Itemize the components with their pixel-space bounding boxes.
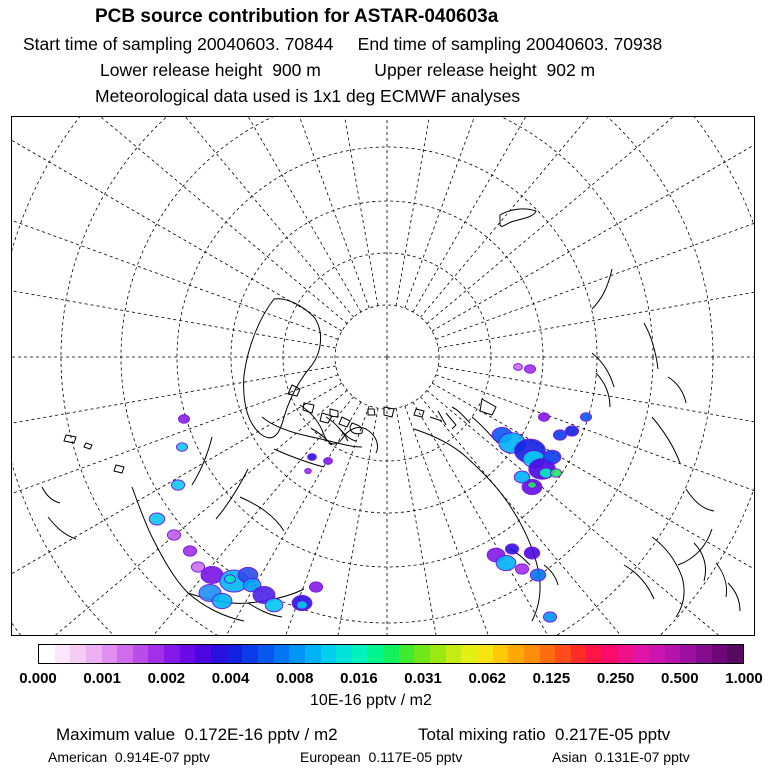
colorbar-tick-label: 0.500 bbox=[661, 670, 699, 687]
meridian-line bbox=[12, 117, 338, 339]
colorbar-tick-label: 0.002 bbox=[147, 670, 186, 687]
meridian-line bbox=[79, 117, 369, 308]
meridian-line bbox=[432, 117, 755, 331]
meridian-line bbox=[420, 397, 755, 636]
colorbar-swatch bbox=[211, 645, 227, 663]
meridian-line bbox=[12, 117, 347, 324]
plume-cell bbox=[514, 364, 523, 371]
colorbar-swatch bbox=[602, 645, 618, 663]
maximum-value: Maximum value 0.172E-16 pptv / m2 bbox=[56, 725, 338, 744]
colorbar-swatch bbox=[586, 645, 602, 663]
meridian-line bbox=[12, 117, 342, 331]
polar-map bbox=[11, 116, 755, 636]
colorbar-swatch bbox=[164, 645, 180, 663]
total-mixing-ratio: Total mixing ratio 0.217E-05 pptv bbox=[418, 725, 671, 744]
plume-cell bbox=[183, 546, 196, 556]
colorbar-tick-label: 0.004 bbox=[211, 670, 250, 687]
colorbar-swatch bbox=[86, 645, 102, 663]
meridian-line bbox=[231, 117, 378, 306]
plume-cell bbox=[177, 443, 188, 452]
meridian-line bbox=[413, 402, 755, 636]
colorbar-swatch bbox=[727, 645, 743, 663]
meridian-line bbox=[436, 375, 755, 636]
map-title: PCB source contribution for ASTAR-040603a bbox=[95, 6, 499, 27]
colorbar-swatch bbox=[508, 645, 524, 663]
colorbar-tick-label: 0.125 bbox=[532, 670, 571, 687]
plume-cell bbox=[496, 555, 516, 570]
colorbar-swatch bbox=[39, 645, 55, 663]
colorbar-swatch bbox=[242, 645, 258, 663]
concentration-plume bbox=[149, 364, 591, 622]
colorbar-swatch bbox=[680, 645, 696, 663]
colorbar-swatch bbox=[524, 645, 540, 663]
colorbar-swatch bbox=[289, 645, 305, 663]
colorbar-swatch bbox=[133, 645, 149, 663]
plume-cell bbox=[525, 365, 536, 374]
plume-cell bbox=[515, 564, 528, 574]
meridian-line bbox=[12, 366, 336, 513]
colorbar-tick-label: 0.062 bbox=[468, 670, 507, 687]
colorbar-swatch bbox=[117, 645, 133, 663]
colorbar-swatch bbox=[148, 645, 164, 663]
colorbar-swatch bbox=[712, 645, 728, 663]
colorbar-swatch bbox=[477, 645, 493, 663]
colorbar-tick-label: 0.001 bbox=[83, 670, 121, 687]
colorbar-swatch bbox=[70, 645, 86, 663]
asian-contribution: Asian 0.131E-07 pptv bbox=[552, 749, 690, 765]
lat-lon-graticule bbox=[12, 117, 755, 636]
meteorological-data-line: Meteorological data used is 1x1 deg ECMWF analyses bbox=[95, 86, 521, 106]
plume-cell bbox=[324, 458, 333, 465]
meridian-line bbox=[427, 117, 755, 324]
colorbar-swatch bbox=[540, 645, 556, 663]
polar-map-canvas bbox=[12, 117, 755, 636]
colorbar-swatch bbox=[274, 645, 290, 663]
plume-cell bbox=[524, 547, 539, 559]
colorbar-swatch bbox=[399, 645, 415, 663]
colorbar-swatch bbox=[367, 645, 383, 663]
plume-cell bbox=[551, 469, 562, 478]
colorbar-swatch bbox=[336, 645, 352, 663]
meridian-line bbox=[12, 201, 336, 348]
plume-cell bbox=[212, 593, 232, 608]
colorbar-swatch bbox=[180, 645, 196, 663]
coastlines bbox=[42, 209, 740, 621]
plume-cell bbox=[297, 601, 308, 610]
colorbar-swatch bbox=[383, 645, 399, 663]
colorbar-swatch bbox=[461, 645, 477, 663]
meridian-line bbox=[438, 201, 755, 348]
plume-cell bbox=[308, 454, 317, 461]
colorbar-tick-label: 0.008 bbox=[275, 670, 314, 687]
plume-cell bbox=[171, 480, 184, 490]
meridian-line bbox=[12, 117, 361, 312]
colorbar-swatch bbox=[493, 645, 509, 663]
colorbar-swatch bbox=[665, 645, 681, 663]
plume-cell bbox=[530, 569, 545, 581]
colorbar-swatch bbox=[633, 645, 649, 663]
colorbar-swatch bbox=[102, 645, 118, 663]
meridian-line bbox=[405, 406, 695, 636]
plume-cell bbox=[149, 513, 164, 525]
colorbar-swatch bbox=[305, 645, 321, 663]
plume-cell bbox=[539, 413, 550, 422]
plume-cell bbox=[225, 575, 236, 584]
meridian-line bbox=[12, 117, 354, 317]
colorbar-swatch bbox=[571, 645, 587, 663]
release-height-line: Lower release height 900 m Upper release height 902 m bbox=[100, 60, 596, 80]
plume-cell bbox=[543, 612, 556, 622]
meridian-line bbox=[405, 117, 695, 308]
colorbar-swatch bbox=[352, 645, 368, 663]
plume-cell bbox=[543, 450, 561, 464]
colorbar-swatch bbox=[195, 645, 211, 663]
plume-cell bbox=[265, 598, 283, 612]
colorbar-swatch bbox=[649, 645, 665, 663]
plume-cell bbox=[309, 582, 322, 592]
colorbar-swatch bbox=[430, 645, 446, 663]
european-contribution: European 0.117E-05 pptv bbox=[300, 749, 463, 765]
colorbar-swatch bbox=[321, 645, 337, 663]
colorbar-swatch bbox=[414, 645, 430, 663]
plume-cell bbox=[179, 415, 190, 424]
colorbar-swatch bbox=[618, 645, 634, 663]
meridian-line bbox=[413, 117, 755, 312]
plume-cell bbox=[167, 530, 180, 540]
meridian-line bbox=[438, 366, 755, 513]
colorbar-tick-label: 0.016 bbox=[340, 670, 378, 687]
meridian-line bbox=[432, 383, 755, 636]
american-contribution: American 0.914E-07 pptv bbox=[48, 749, 210, 765]
plume-cell bbox=[505, 544, 518, 554]
plume-cell bbox=[565, 426, 578, 436]
colorbar-swatch bbox=[696, 645, 712, 663]
colorbar-tick-label: 0.031 bbox=[404, 670, 442, 687]
plume-cell bbox=[305, 468, 312, 473]
plume-cell bbox=[553, 430, 566, 440]
colorbar-tick-label: 0.250 bbox=[596, 670, 635, 687]
colorbar-swatch bbox=[55, 645, 71, 663]
colorbar bbox=[38, 644, 744, 664]
meridian-line bbox=[12, 375, 338, 636]
colorbar-tick-label: 0.000 bbox=[19, 670, 57, 687]
colorbar-swatch bbox=[258, 645, 274, 663]
meridian-line bbox=[12, 383, 342, 636]
colorbar-swatch bbox=[446, 645, 462, 663]
meridian-line bbox=[427, 390, 755, 636]
sampling-time-line: Start time of sampling 20040603. 70844 End time of sampling 20040603. 70938 bbox=[23, 34, 663, 54]
colorbar-unit: 10E-16 pptv / m2 bbox=[310, 692, 432, 709]
plume-cell bbox=[528, 482, 537, 489]
plume-cell bbox=[514, 471, 529, 483]
plume-cell bbox=[581, 413, 592, 422]
colorbar-swatch bbox=[555, 645, 571, 663]
colorbar-swatch bbox=[227, 645, 243, 663]
colorbar-tick-label: 1.000 bbox=[725, 670, 763, 687]
